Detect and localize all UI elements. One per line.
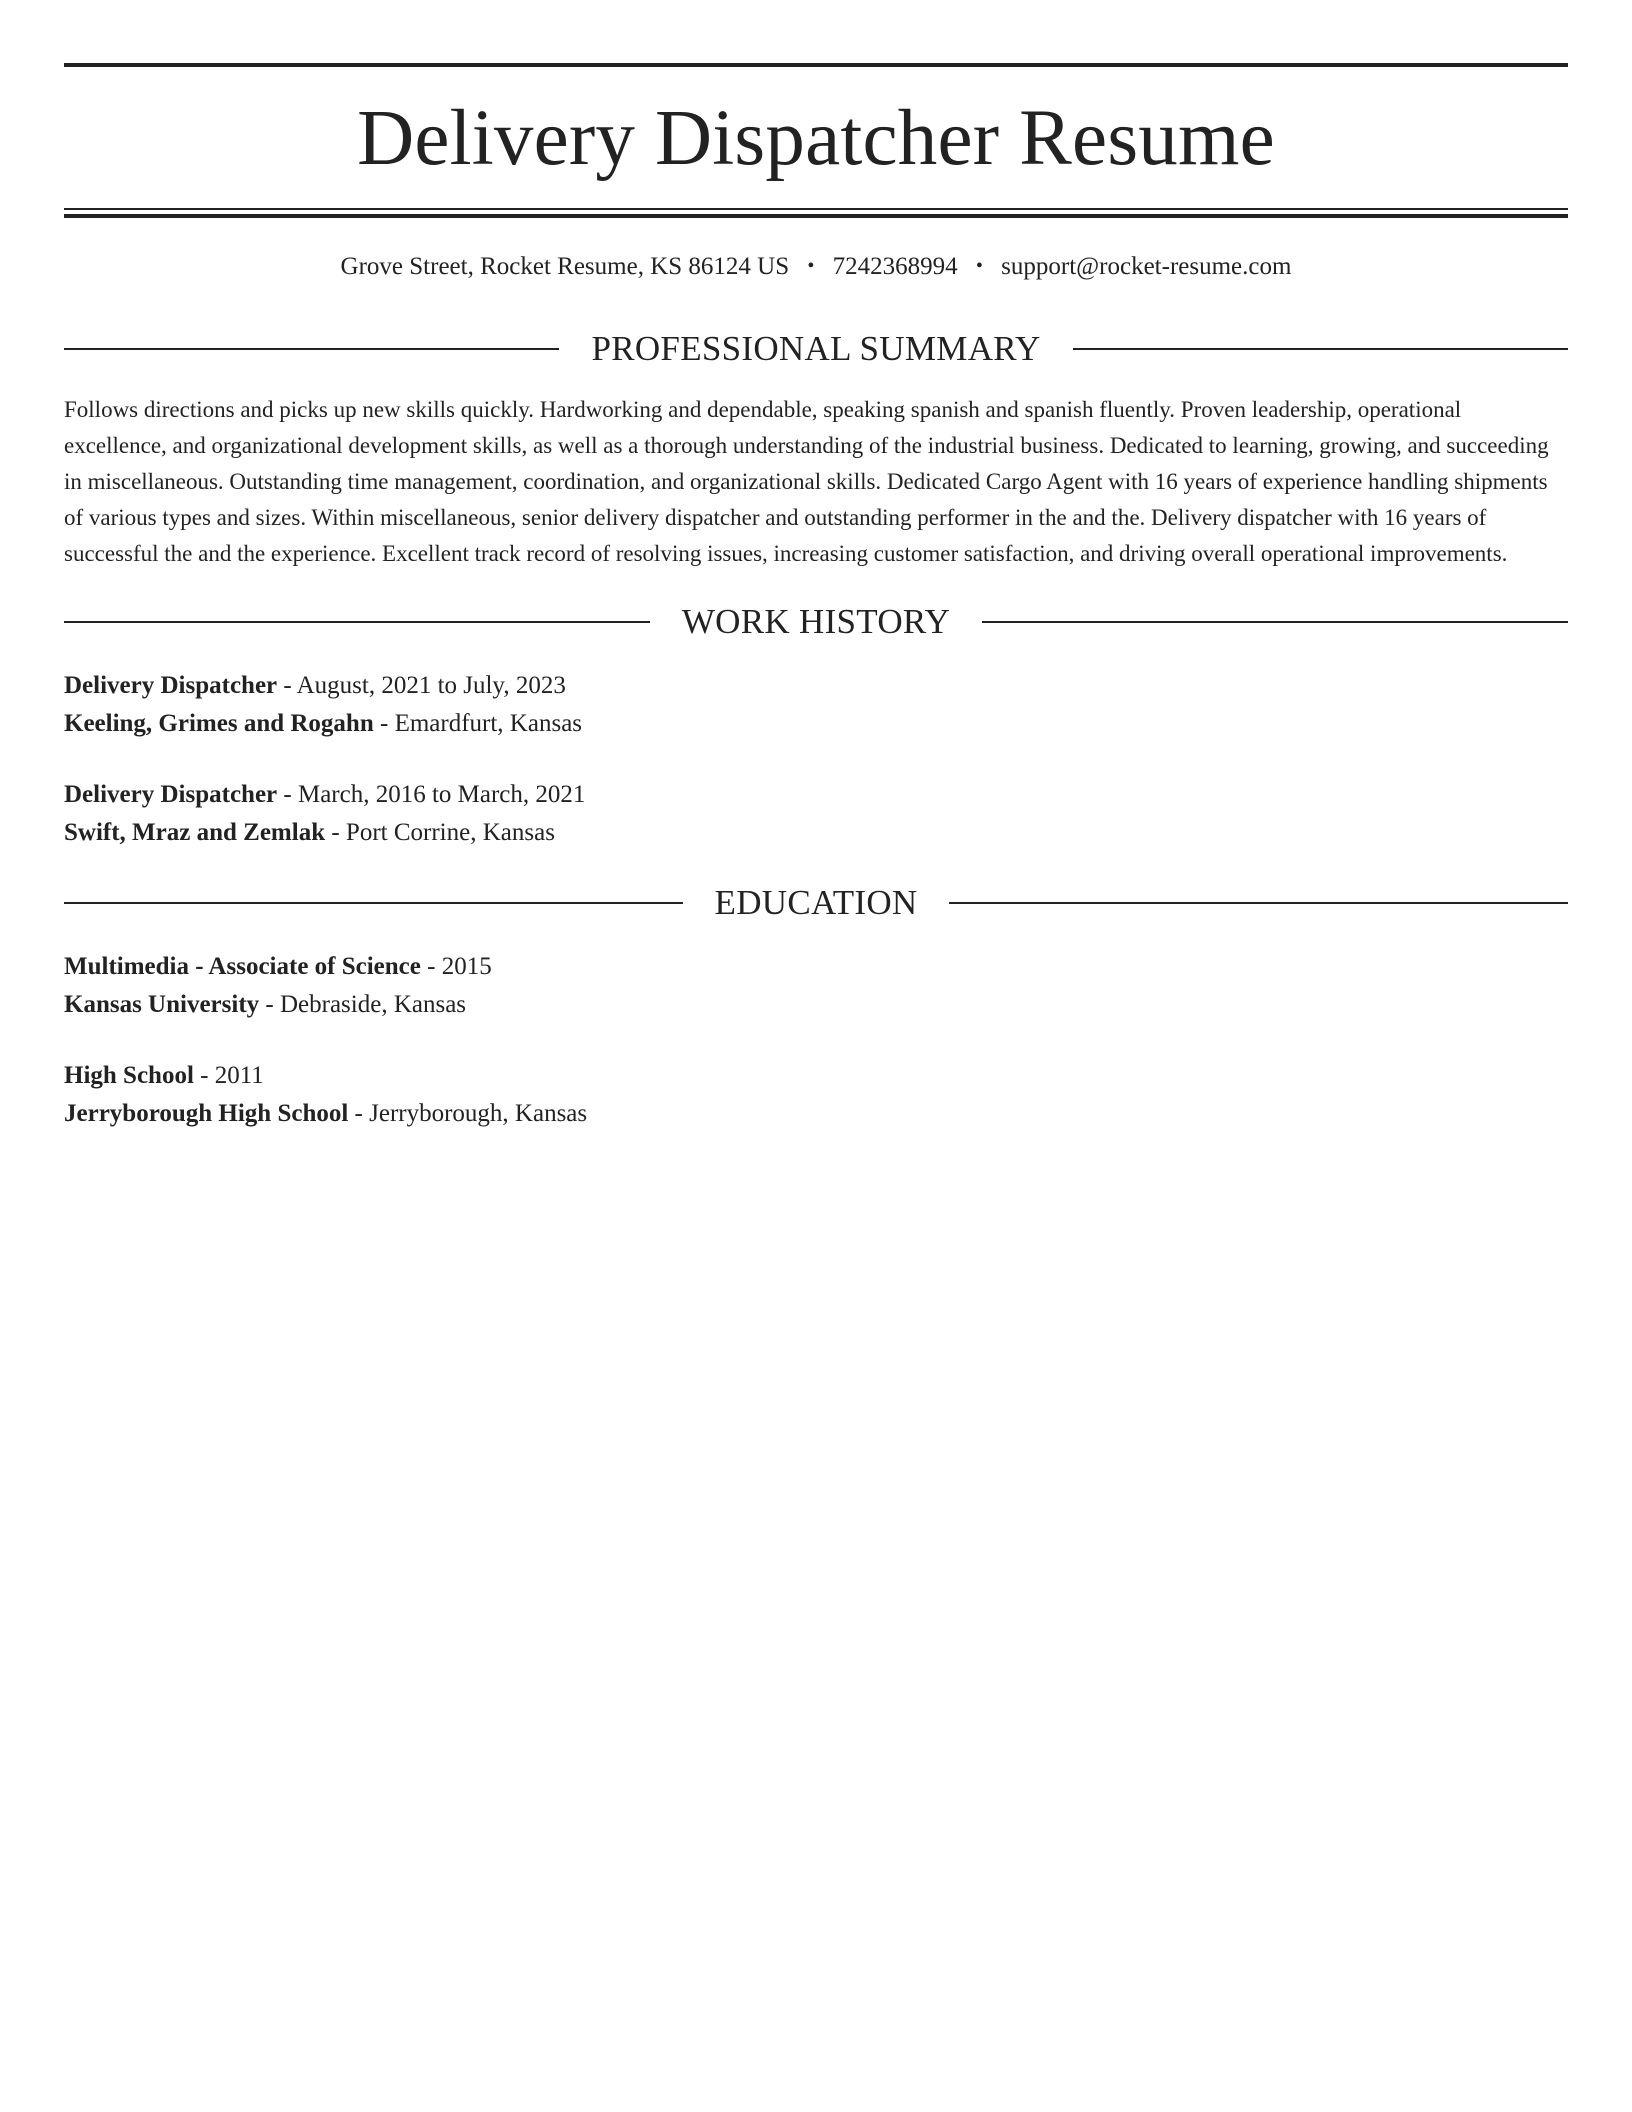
page-title: Delivery Dispatcher Resume [357,95,1275,182]
top-rule [64,63,1568,67]
heading-rule-right [982,621,1568,623]
contact-address: Grove Street, Rocket Resume, KS 86124 US [340,253,790,280]
education-entry-degree-line [64,948,1568,986]
contact-email: support@rocket-resume.com [1001,253,1292,280]
education-year: - 2011 [193,1062,264,1089]
education-school: Kansas University [64,991,260,1018]
education-entry [64,1057,1568,1133]
job-company: Keeling, Grimes and Rogahn [64,710,374,737]
section-title: WORK HISTORY [681,602,951,641]
title-double-rule [64,208,1568,218]
heading-rule-right [1073,348,1568,350]
heading-rule-left [64,348,559,350]
section-title: PROFESSIONAL SUMMARY [591,329,1041,368]
job-location: - Emardfurt, Kansas [373,710,583,737]
summary-paragraph: Follows directions and picks up new skills quickly. Hardworking and dependable, speaking spanish and spanish fluently. Proven leadership, operational excellence, and organizational development skills, as well as a thorough understanding of the industrial business. Dedicated to learning, growing, and succeeding in miscellaneous. Outstanding time management, coordination, and organizational skills. Dedicated Cargo Agent with 16 years of experience handling shipments of various types and sizes. Within miscellaneous, senior delivery dispatcher and outstanding performer in the and the. Delivery dispatcher with 16 years of successful the and the experience. Excellent track record of resolving issues, increasing customer satisfaction, and driving overall operational improvements. [64,397,1549,566]
contact-phone: 7242368994 [832,253,958,280]
work-entry-company-line [64,814,1568,852]
job-role: Delivery Dispatcher [64,672,278,699]
job-dates: - August, 2021 to July, 2023 [277,672,566,699]
job-dates: - March, 2016 to March, 2021 [277,781,586,808]
work-entry [64,667,1568,743]
education-entry [64,948,1568,1024]
section-heading-education [64,885,1568,920]
heading-rule-left [64,902,683,904]
section-heading-summary [64,331,1568,366]
heading-rule-left [64,621,650,623]
education-entry-school-line [64,986,1568,1024]
education-entry-school-line [64,1095,1568,1133]
work-entry-title-line [64,667,1568,705]
job-location: - Port Corrine, Kansas [325,819,555,846]
work-entry [64,776,1568,852]
contact-separator: • [975,255,983,277]
education-degree: High School [64,1062,194,1089]
education-location: - Jerryborough, Kansas [348,1100,588,1127]
section-heading-work-history [64,604,1568,639]
heading-rule-right [949,902,1568,904]
work-entry-title-line [64,776,1568,814]
education-location: - Debraside, Kansas [259,991,467,1018]
education-list [64,948,1568,1133]
work-history-list [64,667,1568,852]
contact-line [64,254,1568,279]
contact-separator: • [807,255,815,277]
education-year: - 2015 [420,953,492,980]
work-entry-company-line [64,705,1568,743]
education-entry-degree-line [64,1057,1568,1095]
section-title: EDUCATION [714,883,918,922]
education-school: Jerryborough High School [64,1100,349,1127]
job-company: Swift, Mraz and Zemlak [64,819,326,846]
education-degree: Multimedia - Associate of Science [64,953,421,980]
job-role: Delivery Dispatcher [64,781,278,808]
